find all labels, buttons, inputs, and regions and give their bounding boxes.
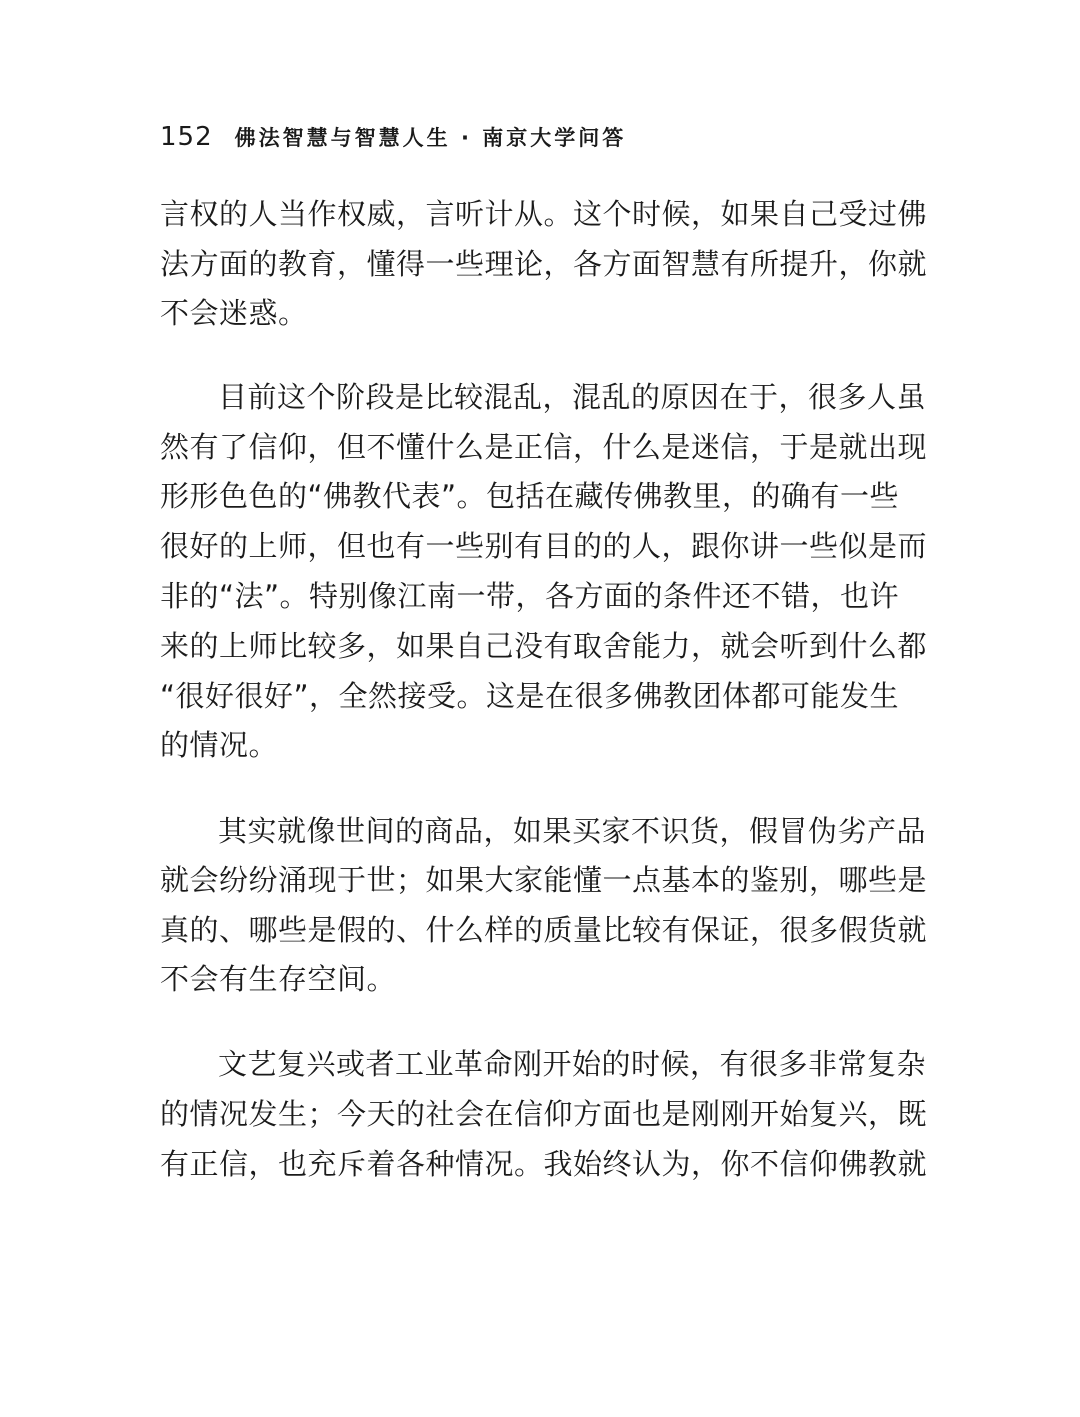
paragraph-2-line-4: 很好的上师，但也有一些别有目的的人，跟你讲一些似是而: [160, 529, 928, 563]
paragraph-4-line-3: 有正信，也充斥着各种情况。我始终认为，你不信仰佛教就: [160, 1147, 928, 1181]
paragraph-1-line-1: 言权的人当作权威，言听计从。这个时候，如果自己受过佛: [160, 197, 928, 231]
paragraph-2-line-2: 然有了信仰，但不懂什么是正信，什么是迷信，于是就出现: [160, 430, 928, 464]
paragraph-2-line-5: 非的“法”。特别像江南一带，各方面的条件还不错，也许: [160, 579, 900, 613]
paragraph-2-line-7: “很好很好”，全然接受。这是在很多佛教团体都可能发生: [160, 679, 900, 713]
paragraph-4-line-1: 文艺复兴或者工业革命刚开始的时候，有很多非常复杂: [218, 1047, 927, 1081]
paragraph-2-line-3: 形形色色的“佛教代表”。包括在藏传佛教里，的确有一些: [160, 479, 900, 513]
paragraph-1-line-2: 法方面的教育，懂得一些理论，各方面智慧有所提升，你就: [160, 247, 928, 281]
running-header: [160, 122, 626, 156]
paragraph-3-line-2: 就会纷纷涌现于世；如果大家能懂一点基本的鉴别，哪些是: [160, 863, 928, 897]
paragraph-1-line-3: 不会迷惑。: [160, 296, 308, 330]
page-number: 152: [160, 122, 213, 152]
paragraph-3-line-1: 其实就像世间的商品，如果买家不识货，假冒伪劣产品: [218, 814, 927, 848]
paragraph-3-line-3: 真的、哪些是假的、什么样的质量比较有保证，很多假货就: [160, 913, 928, 947]
paragraph-2-line-8: 的情况。: [160, 728, 279, 762]
paragraph-2-line-6: 来的上师比较多，如果自己没有取舍能力，就会听到什么都: [160, 629, 928, 663]
book-title: 佛法智慧与智慧人生 · 南京大学问答: [234, 126, 627, 150]
paragraph-3-line-4: 不会有生存空间。: [160, 962, 397, 996]
paragraph-2-line-1: 目前这个阶段是比较混乱，混乱的原因在于，很多人虽: [218, 380, 927, 414]
paragraph-4-line-2: 的情况发生；今天的社会在信仰方面也是刚刚开始复兴，既: [160, 1097, 928, 1131]
